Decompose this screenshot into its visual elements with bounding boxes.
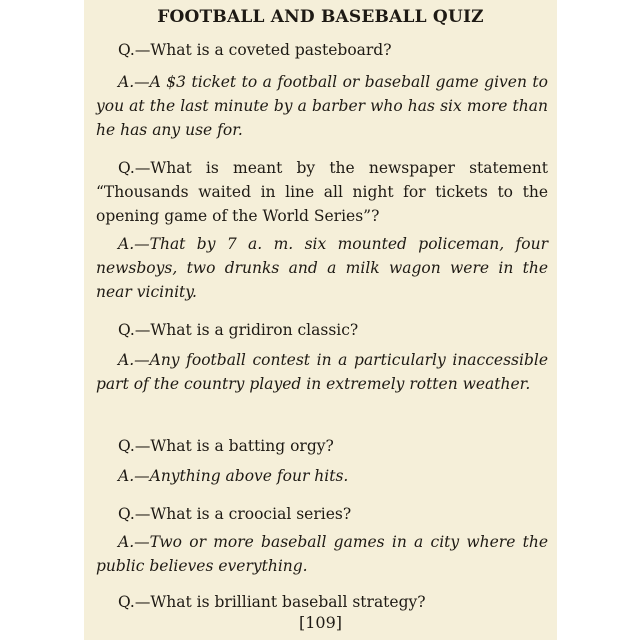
answer-2: A.—That by 7 a. m. six mounted policeman, four newsboys, two drunks and a milk wagon were in the near vicinity. — [96, 235, 548, 301]
question-4: Q.—What is a batting orgy? — [118, 437, 334, 455]
question-3: Q.—What is a gridiron classic? — [118, 321, 359, 339]
book-page — [84, 0, 557, 640]
question-5: Q.—What is a croocial series? — [118, 505, 352, 523]
question-6: Q.—What is brilliant baseball strategy? — [118, 593, 426, 611]
answer-1: A.—A $3 ticket to a football or baseball game given to you at the last minute by a barber who has six more than he has any use for. — [96, 73, 548, 139]
question-2: Q.—What is meant by the newspaper statement “Thousands waited in line all night for tickets to the opening game of the World Series”? — [96, 159, 548, 225]
page-number: [109] — [298, 613, 343, 632]
answer-4: A.—Anything above four hits. — [118, 467, 349, 485]
answer-5: A.—Two or more baseball games in a city where the public believes everything. — [96, 533, 548, 575]
page-title: FOOTBALL AND BASEBALL QUIZ — [157, 7, 484, 27]
question-1: Q.—What is a coveted pasteboard? — [118, 41, 392, 59]
answer-3: A.—Any football contest in a particularly inaccessible part of the country played in extremely rotten weather. — [96, 351, 548, 393]
